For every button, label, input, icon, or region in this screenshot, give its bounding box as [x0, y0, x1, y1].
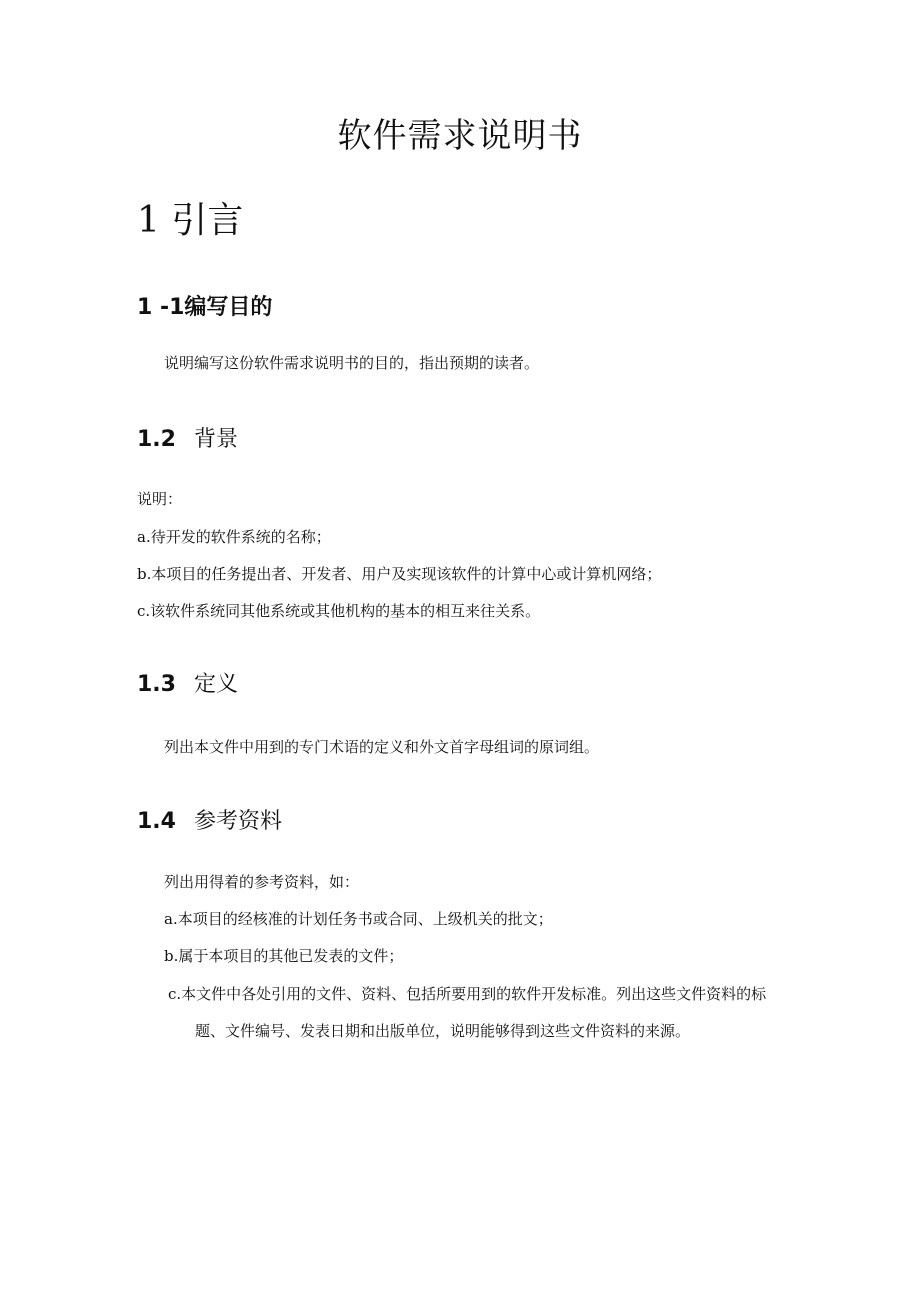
section-1-2-item-c: c.该软件系统同其他系统或其他机构的基本的相互来往关系。 [137, 602, 541, 620]
section-1-1-paragraph: 说明编写这份软件需求说明书的目的，指出预期的读者。 [164, 354, 540, 372]
section-1-2-item-a: a.待开发的软件系统的名称； [137, 528, 331, 546]
section-1-4-item-a: a.本项目的经核准的计划任务书或合同、上级机关的批文； [164, 910, 553, 928]
section-1-4-title: 参考资料 [193, 809, 282, 834]
section-1-1-title: 编写目的 [184, 295, 273, 320]
section-1-3-paragraph: 列出本文件中用到的专门术语的定义和外文首字母组词的原词组。 [164, 738, 600, 756]
section-1-4-item-c: c.本文件中各处引用的文件、资料、包括所要用到的软件开发标准。列出这些文件资料的标 [168, 985, 767, 1003]
section-1-4-heading [137, 806, 282, 838]
section-1-1-heading [137, 292, 272, 324]
section-1-2-title: 背景 [193, 427, 238, 452]
section-1-2-heading [137, 424, 238, 456]
section-1-3-heading [137, 669, 238, 701]
section-1-1-number: 1 -1 [137, 295, 185, 320]
section-1-2-item-b: b.本项目的任务提出者、开发者、用户及实现该软件的计算中心或计算机网络； [137, 565, 662, 583]
section-1-4-intro: 列出用得着的参考资料，如： [164, 873, 360, 891]
section-1-2-intro: 说明： [137, 490, 183, 508]
section-1-4-number: 1.4 [137, 809, 176, 834]
section-1-2-number: 1.2 [137, 427, 176, 452]
section-1-3-title: 定义 [193, 672, 238, 697]
section-1-4-item-c-continued: 题、文件编号、发表日期和出版单位，说明能够得到这些文件资料的来源。 [195, 1022, 691, 1040]
document-title: 软件需求说明书 [337, 116, 583, 156]
chapter-heading: 1 引言 [137, 200, 244, 241]
section-1-3-number: 1.3 [137, 672, 176, 697]
section-1-4-item-b: b.属于本项目的其他已发表的文件； [164, 947, 404, 965]
